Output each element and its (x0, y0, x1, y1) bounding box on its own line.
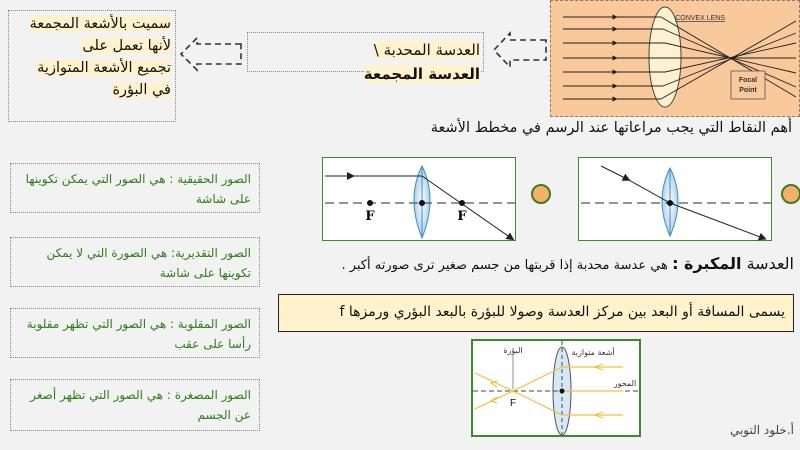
author-credit: أ.خلود التوبي (729, 423, 794, 437)
definition-virtual-images: الصور التقديرية: هي الصورة التي لا يمكن تكوينها على شاشة (10, 237, 260, 287)
ray-diagram-focus (322, 157, 516, 241)
magnifier-term: العدسة (741, 254, 794, 273)
note-line-4: في البؤرة (112, 82, 171, 98)
lens-ray-center-icon (577, 158, 771, 242)
section-subheading: أهم النقاط التي يجب مراعاتها عند الرسم في مخطط الأشعة (430, 120, 792, 136)
note-line-1: سميت بالأشعة المجمعة (29, 16, 171, 32)
focus-symbol: F (509, 398, 517, 409)
page-title (330, 38, 480, 86)
magnifier-definition (282, 254, 794, 273)
focal-length-definition: يسمى المسافة أو البعد بين مركز العدسة وصولا للبؤرة بالبعد البؤري ورمزها f (278, 294, 794, 332)
note-line-3: تجميع الأشعة المتوازية (37, 60, 171, 76)
ray-diagram-center (578, 157, 772, 241)
title-bold: العدسة المجمعة (363, 65, 480, 83)
note-line-2: لأنها تعمل على (82, 38, 171, 54)
convex-lens-label: CONVEX LENS (675, 15, 725, 22)
magnifier-text: هي عدسة محدبة إذا قربتها من جسم صغير ترى صورته أكبر . (341, 258, 673, 273)
axis-label: المحور (613, 379, 637, 388)
lens-ray-focus-icon (321, 158, 515, 242)
convex-lens-image (550, 0, 800, 117)
focal-label-1: Focal (738, 77, 758, 84)
magnifier-term-bold: المكبرة : (672, 254, 742, 273)
title-normal: العدسة المحدبة \ (373, 41, 480, 59)
focus-label-left: F (365, 209, 375, 224)
focus-label-right: F (457, 209, 467, 224)
definition-inverted-images: الصور المقلوبة : هي الصور التي تظهر مقلوبة رأسا على عقب (10, 308, 260, 358)
note-box (8, 10, 176, 122)
definition-diminished-images: الصور المصغرة : هي الصور التي تظهر أصغر عن الجسم (10, 379, 260, 431)
parallel-rays-label: أشعة متوازية (571, 348, 615, 357)
converging-lens-diagram (471, 339, 641, 437)
focus-label-ar: البؤرة (503, 346, 523, 355)
converging-rays-icon (473, 341, 639, 435)
dashed-arrow-left-icon (490, 30, 550, 70)
convex-lens-rays-icon (551, 1, 800, 118)
definition-real-images: الصور الحقيقية : هي الصور التي يمكن تكوينها على شاشة (10, 163, 260, 213)
dashed-arrow-left-icon (175, 36, 245, 72)
bullet-circle-icon (531, 184, 551, 204)
bullet-circle-icon (781, 184, 800, 204)
focal-label-2: Point (739, 87, 757, 94)
